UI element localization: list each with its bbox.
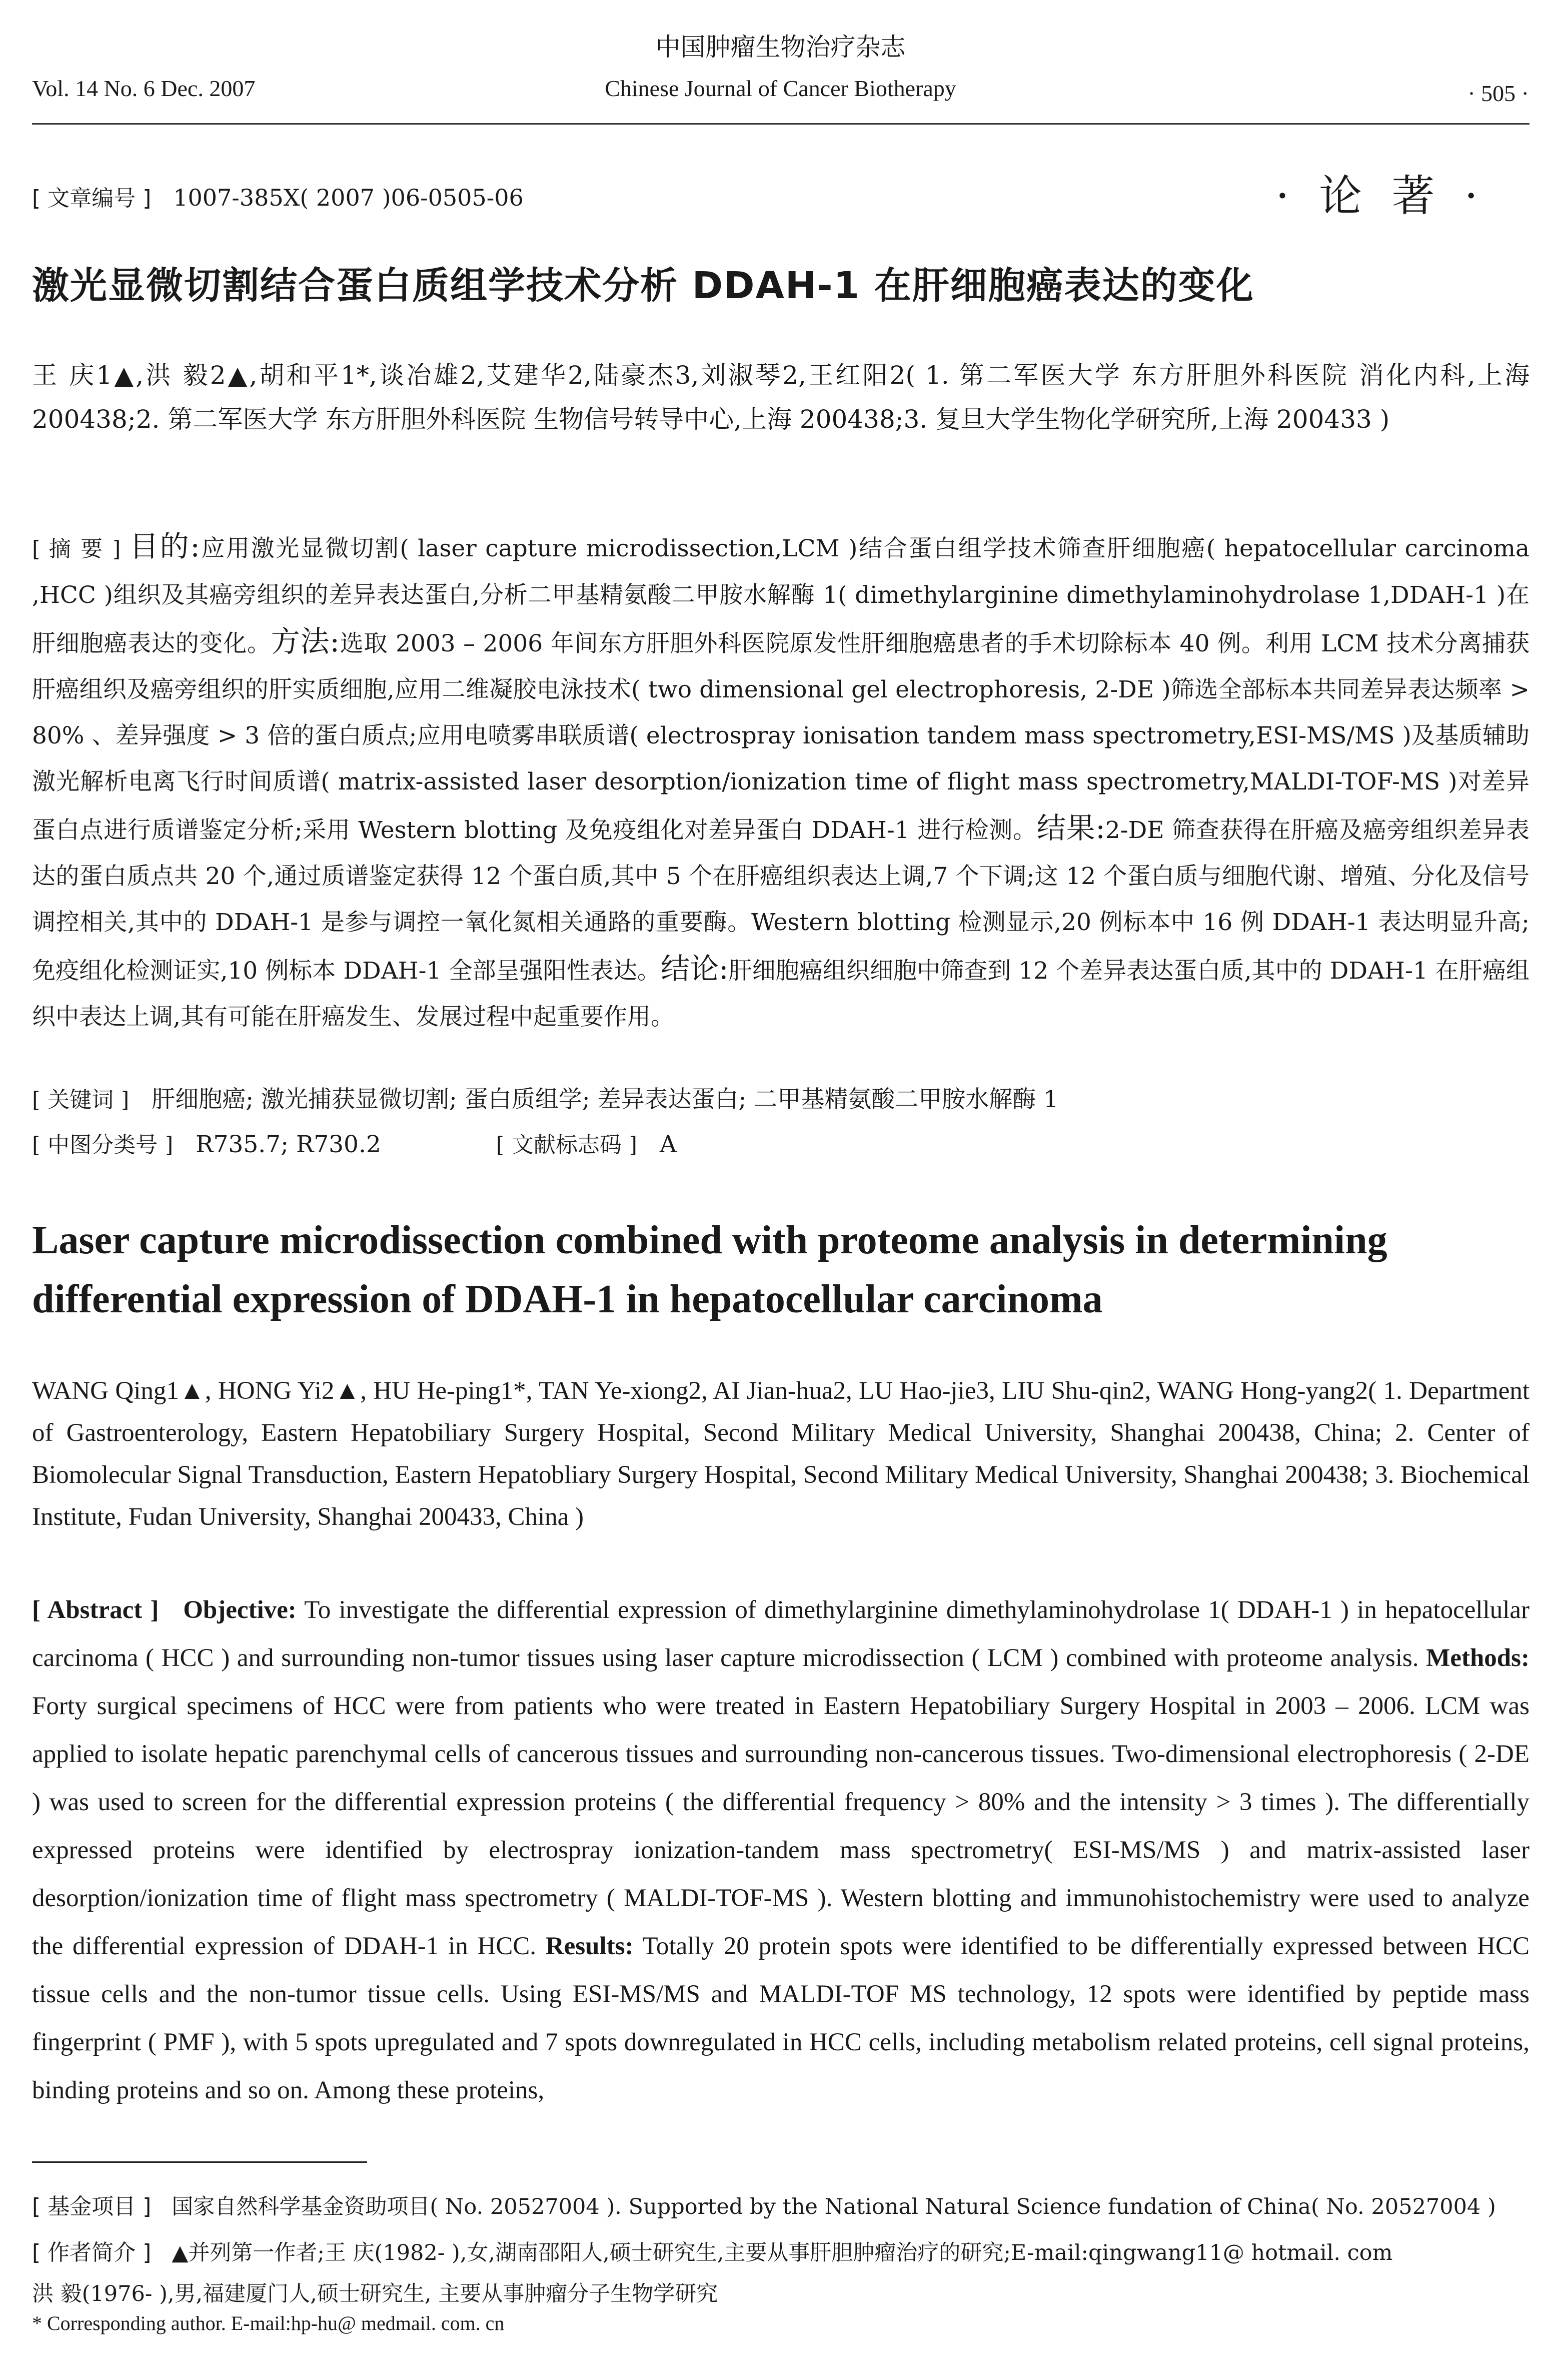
cn-results: 2-DE 筛查获得在肝癌及癌旁组织差异表达的蛋白质点共 20 个,通过质谱鉴定获得 12 个蛋白质,其中 5 个在肝癌组织表达上调,7 个下调;这 12 个蛋白质与细胞代谢、增殖、分化及信号调控相关,其中的 DDAH-1 是参与调控一氧化氮相关通路的重要酶。Western blotting 检测显示,20 例标本中 16 例 DDAH-1 表达明显升高;免疫组化检测证实,10 例标本 DDAH-1 全部呈强阳性表达。	[32, 817, 1530, 985]
footnote-divider	[32, 2161, 367, 2163]
en-abstract	[32, 1586, 1529, 2114]
journal-title-cn: 中国肿瘤生物治疗杂志	[655, 33, 906, 62]
keywords-value: 肝细胞癌; 激光捕获显微切割; 蛋白质组学; 差异表达蛋白; 二甲基精氨酸二甲胺水解酶 1	[152, 1086, 1059, 1113]
en-affiliations: ( 1. Department of Gastroenterology, Eastern Hepatobiliary Surgery Hospital, Second Military Medical University, Shanghai 200438, China; 2. Center of Biomolecular Signal Transduction, Eastern Hepatobliary Surgery Hospital, Second Military Medical University, Shanghai 200438; 3. Biochemical Institute, Fudan University, Shanghai 200433, China )	[32, 1377, 1529, 1531]
classification-value: R735.7; R730.2	[196, 1131, 381, 1158]
author-label: [ 作者简介 ]	[32, 2240, 152, 2265]
cn-authors	[32, 353, 1529, 441]
en-methods: Forty surgical specimens of HCC were from patients who were treated in Eastern Hepatobiliary Surgery Hospital in 2003 – 2006. LCM was applied to isolate hepatic parenchymal cells of cancerous tissues and surrounding non-cancerous tissues. Two-dimensional electrophoresis ( 2-DE ) was used to screen for the differential expression proteins ( the differential frequency > 80% and the intensity > 3 times ). The differentially expressed proteins were identified by electrospray ionization-tandem mass spectrometry( ESI-MS/MS ) and matrix-assisted laser desorption/ionization time of flight mass spectrometry ( MALDI-TOF-MS ). Western blotting and immunohistochemistry were used to analyze the differential expression of DDAH-1 in HCC.	[32, 1692, 1529, 1960]
en-author-names: WANG Qing1▲, HONG Yi2▲, HU He-ping1*, TAN Ye-xiong2, AI Jian-hua2, LU Hao-jie3, LIU Shu-qin2, WANG Hong-yang2	[32, 1377, 1368, 1405]
fund-footnote	[32, 2188, 1529, 2220]
corresponding-author: * Corresponding author. E-mail:hp-hu@ medmail. com. cn	[32, 2312, 505, 2334]
classification-label: [ 中图分类号 ]	[32, 1132, 174, 1158]
classification	[32, 1127, 1529, 1159]
cn-conclusion: 肝细胞癌组织细胞中筛查到 12 个差异表达蛋白质,其中的 DDAH-1 在肝癌组织中表达上调,其有可能在肝癌发生、发展过程中起重要作用。	[32, 957, 1529, 1031]
en-results-lead: Results:	[545, 1932, 634, 1960]
article-number	[32, 180, 524, 212]
volume-info: Vol. 14 No. 6 Dec. 2007	[32, 76, 256, 101]
cn-objective: 应用激光显微切割( laser capture microdissection,LCM )结合蛋白组学技术筛查肝细胞癌( hepatocellular carcinoma ,HCC )组织及其癌旁组织的差异表达蛋白,分析二甲基精氨酸二甲胺水解酶 1( dimethylarginine dimethylaminohydrolase 1,DDAH-1 )在肝细胞癌表达的变化。	[32, 535, 1529, 657]
doc-code-value: A	[659, 1131, 677, 1158]
journal-title-en: Chinese Journal of Cancer Biotherapy	[605, 76, 956, 101]
cn-conclusion-lead: 结论:	[660, 952, 729, 986]
cn-title: 激光显微切割结合蛋白质组学技术分析 DDAH-1 在肝细胞癌表达的变化	[32, 264, 1254, 307]
author-footnote	[32, 2232, 1529, 2314]
header-divider	[32, 123, 1529, 125]
en-objective-lead: Objective:	[183, 1596, 297, 1624]
cn-results-lead: 结果:	[1036, 811, 1105, 845]
author-info-2: 洪 毅(1976- ),男,福建厦门人,硕士研究生, 主要从事肿瘤分子生物学研究	[32, 2281, 718, 2306]
cn-methods: 选取 2003 – 2006 年间东方肝胆外科医院原发性肝细胞癌患者的手术切除标本 40 例。利用 LCM 技术分离捕获肝癌组织及癌旁组织的肝实质细胞,应用二维凝胶电泳技术( two dimensional gel electrophoresis, 2-DE )筛选全部标本共同差异表达频率 > 80% 、差异强度 > 3 倍的蛋白质点;应用电喷雾串联质谱( electrospray ionisation tandem mass spectrometry,ESI-MS/MS )及基质辅助激光解析电离飞行时间质谱( matrix-assisted laser desorption/ionization time of flight mass spectrometry,MALDI-TOF-MS )对差异蛋白点进行质谱鉴定分析;采用 Western blotting 及免疫组化对差异蛋白 DDAH-1 进行检测。	[32, 630, 1530, 844]
article-number-label: [ 文章编号 ]	[32, 186, 152, 211]
author-info-1: ▲并列第一作者;王 庆(1982- ),女,湖南邵阳人,硕士研究生,主要从事肝胆肿瘤治疗的研究;E-mail:qingwang11@ hotmail. com	[172, 2240, 1393, 2265]
section-tag: · 论 著 ·	[1275, 171, 1486, 221]
cn-objective-lead: 目的:	[129, 529, 200, 563]
cn-methods-lead: 方法:	[271, 624, 340, 658]
cn-author-names: 王 庆1▲,洪 毅2▲,胡和平1*,谈冶雄2,艾建华2,陆豪杰3,刘淑琴2,王红阳2	[32, 361, 906, 390]
en-title: Laser capture microdissection combined with proteome analysis in determining differential expression of DDAH-1 in hepatocellular carcinoma	[32, 1218, 1387, 1321]
cn-affiliations: ( 1. 第二军医大学 东方肝胆外科医院 消化内科,上海 200438;2. 第二军医大学 东方肝胆外科医院 生物信号转导中心,上海 200438;3. 复旦大学生物化学研究所,上海 200433 )	[32, 361, 1529, 434]
cn-abstract	[32, 523, 1529, 1040]
en-objective: To investigate the differential expression of dimethylarginine dimethylaminohydrolase 1( DDAH-1 ) in hepatocellular carcinoma ( HCC ) and surrounding non-tumor tissues using laser capture microdissection ( LCM ) combined with proteome analysis.	[32, 1596, 1530, 1672]
keywords-label: [ 关键词 ]	[32, 1087, 130, 1113]
en-authors	[32, 1370, 1529, 1538]
article-number-value: 1007-385X( 2007 )06-0505-06	[173, 184, 524, 211]
page-number: · 505 ·	[1467, 81, 1529, 106]
fund-text: 国家自然科学基金资助项目( No. 20527004 ). Supported by the National Natural Science fundation of China( No. 20527004 )	[172, 2194, 1496, 2219]
en-methods-lead: Methods:	[1426, 1644, 1530, 1672]
en-results: Totally 20 protein spots were identified to be differentially expressed between HCC tissue cells and the non-tumor tissue cells. Using ESI-MS/MS and MALDI-TOF MS technology, 12 spots were identified by peptide mass fingerprint ( PMF ), with 5 spots upregulated and 7 spots downregulated in HCC cells, including metabolism related proteins, cell signal proteins, binding proteins and so on. Among these proteins,	[32, 1932, 1529, 2104]
fund-label: [ 基金项目 ]	[32, 2194, 152, 2219]
en-abstract-label: [ Abstract ]	[32, 1596, 159, 1624]
doc-code-label: [ 文献标志码 ]	[496, 1132, 638, 1158]
cn-abstract-label: [ 摘 要 ]	[32, 536, 121, 562]
keywords	[32, 1081, 1529, 1114]
